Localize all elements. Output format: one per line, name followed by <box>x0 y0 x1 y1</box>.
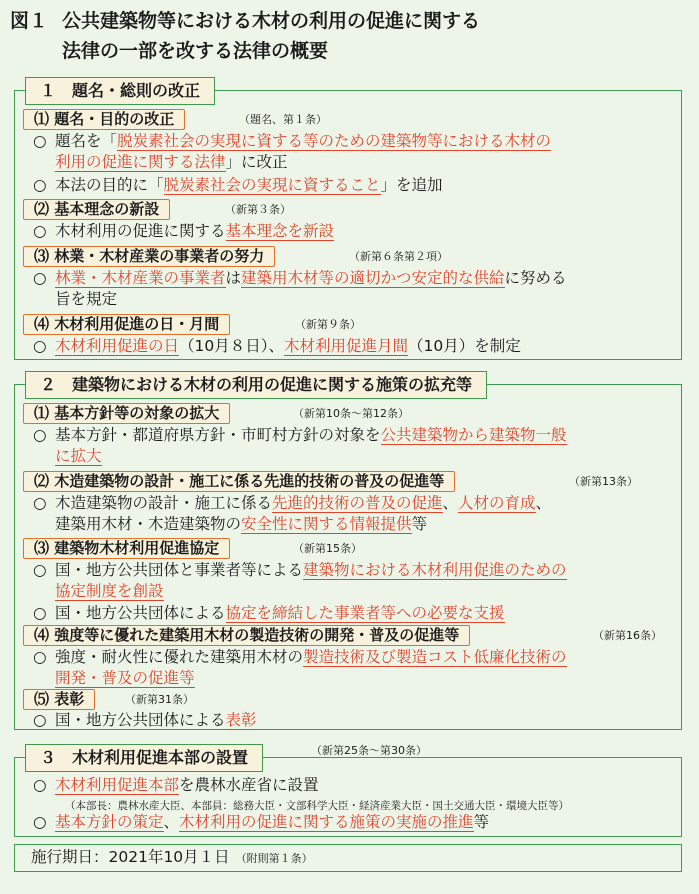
s1-sub-a-ref: （題名、第１条） <box>239 113 327 126</box>
figure-number: 図１ <box>10 10 49 32</box>
effective-date-note: （附則第１条） <box>235 852 313 865</box>
figure-title <box>10 6 690 66</box>
circle-bullet: ○ <box>33 494 47 512</box>
s2-a-item-1: ○ 基本方針・都道府県方針・市町村方針の対象を公共建築物から建築物一般 に拡大 <box>33 426 567 465</box>
effective-date <box>14 844 682 872</box>
circle-bullet: ○ <box>33 711 47 729</box>
highlight: 開発・普及の促進等 <box>55 669 195 687</box>
circle-bullet: ○ <box>33 776 47 794</box>
s1-sub-c-ref: （新第６条第２項） <box>349 250 448 263</box>
highlight: 木材利用促進本部 <box>55 776 180 794</box>
circle-bullet: ○ <box>33 426 47 444</box>
s2-sub-d-label: ⑷ 強度等に優れた建築用木材の製造技術の開発・普及の促進等 <box>23 625 470 646</box>
section-3-heading: ３ 木材利用促進本部の設置 <box>25 744 263 772</box>
s1-d-item-1: ○ 木材利用促進の日（10月８日）、木材利用促進月間（10月）を制定 <box>33 337 521 355</box>
s3-note: （本部長：農林水産大臣、本部員：総務大臣・文部科学大臣・経済産業大臣・国土交通大臣・環境大臣等） <box>65 800 569 812</box>
s1-a-item-1: ○ 題名を「脱炭素社会の実現に資する等のための建築物等における木材の 利用の促進に関する法律」に改正 <box>33 132 552 171</box>
s1-sub-d-label: ⑷ 木材利用促進の日・月間 <box>23 314 230 335</box>
highlight: 林業・木材産業の事業者 <box>55 269 226 287</box>
highlight: 公共建築物から建築物一般 <box>380 426 567 444</box>
highlight: 脱炭素社会の実現に資する等のための建築物等における木材の <box>117 132 552 150</box>
circle-bullet: ○ <box>33 561 47 579</box>
circle-bullet: ○ <box>33 269 47 287</box>
section-2-heading: ２ 建築物における木材の利用の促進に関する施策の拡充等 <box>25 371 487 399</box>
highlight: に拡大 <box>55 447 102 465</box>
highlight: 木材利用促進月間 <box>284 337 409 355</box>
s2-d-item-1: ○ 強度・耐火性に優れた建築用木材の製造技術及び製造コスト低廉化技術の 開発・普及の促進等 <box>33 648 567 687</box>
s2-c-item-1: ○ 国・地方公共団体と事業者等による建築物における木材利用促進のための 協定制度を創設 <box>33 561 567 600</box>
highlight: 協定を締結した事業者等への必要な支援 <box>225 604 505 622</box>
highlight: 製造技術及び製造コスト低廉化技術の <box>303 648 567 666</box>
circle-bullet: ○ <box>33 337 47 355</box>
s1-sub-d-ref: （新第９条） <box>295 318 361 331</box>
s2-sub-a-label: ⑴ 基本方針等の対象の拡大 <box>23 403 230 424</box>
highlight: 表彰 <box>225 711 257 729</box>
s2-c-item-2: ○ 国・地方公共団体による協定を締結した事業者等への必要な支援 <box>33 604 505 622</box>
s1-sub-b-ref: （新第３条） <box>225 203 291 216</box>
s2-e-item-1: ○ 国・地方公共団体による表彰 <box>33 711 257 729</box>
s1-b-item-1: ○ 木材利用の促進に関する基本理念を新設 <box>33 222 335 240</box>
section-3 <box>14 744 682 837</box>
s2-sub-b-label: ⑵ 木造建築物の設計・施工に係る先進的技術の普及の促進等 <box>23 471 455 492</box>
highlight: 脱炭素社会の実現に資すること <box>163 176 381 194</box>
s2-sub-e-label: ⑸ 表彰 <box>23 689 95 710</box>
s3-item-2: ○ 基本方針の策定、木材利用の促進に関する施策の実施の推進等 <box>33 813 490 831</box>
effective-date-text: 施行期日：2021年10月１日 <box>31 848 230 866</box>
s1-sub-b-label: ⑵ 基本理念の新設 <box>23 199 170 220</box>
s2-sub-e-ref: （新第31条） <box>125 693 194 706</box>
highlight: 木材利用の促進に関する施策の実施の推進 <box>179 813 474 831</box>
s3-item-1: ○ 木材利用促進本部を農林水産省に設置 <box>33 776 319 794</box>
title-line-2: 法律の一部を改する法律の概要 <box>62 40 329 62</box>
highlight: 基本方針の策定 <box>55 813 164 831</box>
circle-bullet: ○ <box>33 604 47 622</box>
s2-sub-c-label: ⑶ 建築物木材利用促進協定 <box>23 538 230 559</box>
circle-bullet: ○ <box>33 813 47 831</box>
section-1-heading: １ 題名・総則の改正 <box>25 77 215 105</box>
s1-sub-a-label: ⑴ 題名・目的の改正 <box>23 109 185 130</box>
s1-a-item-2: ○ 本法の目的に「脱炭素社会の実現に資すること」を追加 <box>33 176 443 194</box>
highlight: 利用の促進に関する法律 <box>55 153 226 171</box>
s2-sub-b-ref: （新第13条） <box>569 475 638 488</box>
title-line-1: 公共建築物等における木材の利用の促進に関する <box>62 10 481 32</box>
highlight: 協定制度を創設 <box>55 582 164 600</box>
section-3-ref: （新第25条～第30条） <box>311 744 427 757</box>
highlight: 建築物における木材利用促進のための <box>303 561 567 579</box>
circle-bullet: ○ <box>33 132 47 150</box>
s2-sub-d-ref: （新第16条） <box>593 629 662 642</box>
s2-sub-a-ref: （新第10条～第12条） <box>293 407 409 420</box>
highlight: 建築用木材等の適切かつ安定的な供給 <box>241 269 505 287</box>
s2-b-item-1: ○ 木造建築物の設計・施工に係る先進的技術の普及の促進、人材の育成、 建築用木材・木造建築物の安全性に関する情報提供等 <box>33 494 552 533</box>
circle-bullet: ○ <box>33 222 47 240</box>
highlight: 基本理念を新設 <box>225 222 335 240</box>
section-1 <box>14 81 682 360</box>
circle-bullet: ○ <box>33 648 47 666</box>
highlight: 安全性に関する情報提供 <box>241 515 412 533</box>
s1-c-item-1: ○ 林業・木材産業の事業者は建築用木材等の適切かつ安定的な供給に努める 旨を規定 <box>33 269 567 308</box>
highlight: 木材利用促進の日 <box>55 337 180 355</box>
section-2 <box>14 375 682 730</box>
s1-sub-c-label: ⑶ 林業・木材産業の事業者の努力 <box>23 246 275 267</box>
circle-bullet: ○ <box>33 176 47 194</box>
highlight: 先進的技術の普及の促進 <box>272 494 443 512</box>
s2-sub-c-ref: （新第15条） <box>293 542 362 555</box>
highlight: 人材の育成 <box>458 494 536 512</box>
